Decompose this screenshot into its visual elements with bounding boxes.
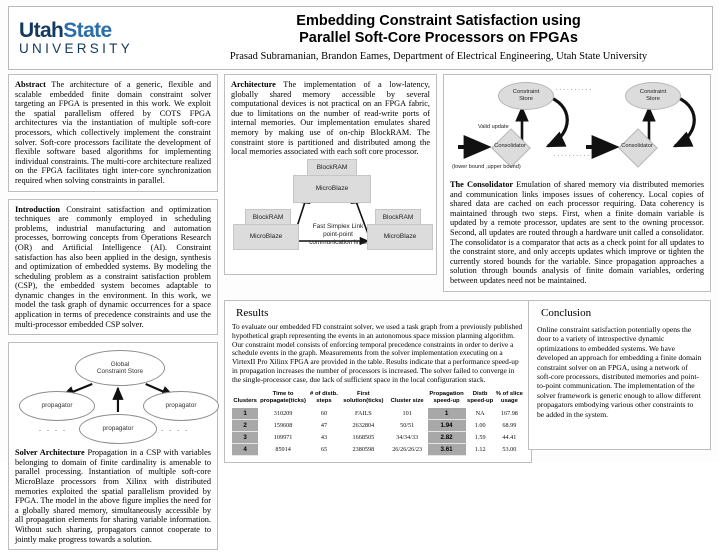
ellipsis-dots-right: . . . .: [161, 424, 189, 434]
utah-state-logo: [9, 20, 179, 56]
consolidator-box: [443, 74, 711, 292]
poster-title-line2: Parallel Soft-Core Processors on FPGAs: [299, 30, 578, 46]
table-row: [232, 443, 524, 455]
poster-title-line1: Embedding Constraint Satisfaction using: [296, 13, 581, 29]
bounds-note-label: (lower bound ,upper bound): [452, 164, 521, 170]
cell-clusters: 2: [232, 419, 258, 431]
consolidator-lead: The Consolidator: [450, 180, 514, 189]
cell-cluster-size: 34/34/33: [396, 433, 419, 441]
fsl-caption: [283, 223, 393, 247]
results-table: [232, 390, 524, 456]
cell-first-solution: 2380598: [352, 445, 375, 453]
introduction-lead: Introduction: [15, 204, 61, 214]
blockram-left: BlockRAM: [245, 209, 291, 226]
col-clusters: Clusters: [233, 397, 257, 404]
microblaze-right: MicroBlaze: [367, 224, 433, 250]
title-block: [179, 13, 712, 63]
propagator-node-right: propagator: [143, 391, 219, 421]
table-row: [232, 419, 524, 431]
cell-distb-speedup: NA: [475, 409, 485, 417]
logo-university-text: UNIVERSITY: [19, 41, 134, 56]
consolidator-label-2: Consolidator: [621, 143, 653, 149]
constraint-store-node-1: [498, 82, 554, 110]
consolidator-figure: [450, 80, 704, 178]
cs2-line2: Store: [646, 96, 660, 102]
dots-between-consolidators: . . . . . . . . . .: [554, 152, 590, 158]
microblaze-left: MicroBlaze: [233, 224, 299, 250]
consolidator-body: Emulation of shared memory via distributed memories and communication links imposes issues of coherency. Local copies of shared data are cached on each processor requiring. Data coherency is maintained through two steps. First, when a finite domain variable is updated by a remote processor, updates are sent to the owning processor. Second, all updates are routed through a hardware unit called a consolidator. The consolidator is a comparator that acts as a check point for all updates to the constraint store, and only accepts updates which improve or tighten the currently stored bounds for the variable. Since propagation approaches a solution through bounds analysis of finite domain variables, ordering between updates need not be maintained.: [450, 180, 704, 285]
cell-clusters: 4: [232, 443, 258, 455]
cell-first-solution: 2632804: [352, 421, 375, 429]
solver-architecture-lead: Solver Architecture: [15, 448, 85, 458]
col-time-propagate: Time to propagate(ticks): [260, 390, 306, 404]
logo-wordmark: [19, 20, 179, 41]
logo-word-state: State: [63, 19, 112, 42]
cell-distb-speedup: 1.59: [474, 433, 486, 441]
blockram-right: BlockRAM: [375, 209, 421, 226]
cell-prop-speedup: 1.94: [428, 419, 466, 431]
propagator-node-center: propagator: [79, 414, 157, 444]
store-label-line1: Global: [110, 360, 130, 368]
table-row: [232, 431, 524, 443]
abstract-text: [15, 80, 211, 186]
store-label-line2: Constraint Store: [96, 368, 144, 376]
cell-time-propagate: 310209: [273, 409, 293, 417]
cell-clusters: 3: [232, 431, 258, 443]
introduction-box: [8, 199, 218, 336]
results-text: To evaluate our embedded FD constraint solver, we used a task graph from a previously published hypothetical graph representing the events in an autonomous space mission planning algorithm. Our constraint model consists of enforcing temporal precedence constraints in order to derive a schedule events in the graph. Measurements from the solver implementation executing on a VirtexII Pro Xilinx FPGA are provided in the table. Results indicate that a performance speed-up in propagation increases the number of processors is increased. The solver failed to converge in the single-processor case, due lack of sufficient space in the local configuration stack.: [232, 322, 523, 384]
cell-slice-usage: 44.41: [502, 433, 517, 441]
valid-update-label: Valid update: [478, 124, 509, 130]
conclusion-box: [528, 300, 711, 450]
col-slice-usage: % of slice usage: [495, 390, 523, 404]
cs1-line1: Constraint: [512, 89, 540, 96]
cell-prop-speedup: 3.61: [428, 443, 466, 455]
cell-time-propagate: 109971: [273, 433, 293, 441]
cell-distb-speedup: 1.00: [474, 421, 486, 429]
col-prop-speedup: Propagation speed-up: [429, 390, 464, 404]
cell-cluster-size: 50/51: [400, 421, 415, 429]
ellipsis-dots-left: . . . .: [39, 424, 67, 434]
poster-header: [8, 6, 713, 70]
cell-slice-usage: 68.99: [502, 421, 517, 429]
architecture-box: [224, 74, 437, 275]
solver-architecture-box: [8, 342, 218, 550]
column-right: [443, 74, 711, 299]
solver-architecture-figure: [15, 348, 211, 444]
introduction-body: Constraint satisfaction and optimization techniques are commonly employed in scheduling problems, industrial manufacturing and automation processes, borrowing concepts from Operations Research (OR) and Artificial Intelligence (AI). Constraint satisfaction has also been applied in the design, synthesis and optimization of embedded systems. By modeling the scheduling problem as a constraint satisfaction problem (CSP), the embedded system becomes adaptable to dynamic changes in the environment. In this work, we model the task graph of dynamic occurrences for a space application in terms of precedence constraints and use the multi-processor embedded CSP solver.: [15, 204, 211, 329]
cell-time-propagate: 85914: [275, 445, 291, 453]
propagator-node-left: propagator: [19, 391, 95, 421]
cs1-line2: Store: [519, 96, 533, 102]
consolidator-label-1: Consolidator: [494, 143, 526, 149]
table-header-row: [232, 390, 524, 408]
abstract-body: The architecture of a generic, flexible and scalable embedded finite domain constraint solver targeting an FPGA is presented in this work. We exploit the spatial parallelism offered by COTS FPGA architectures via the instantiation of multiple soft-core processors, which collectively implement the constraint solver. Soft-core processors facilitate the development of flexible software based algorithms for implementing individual constraints. The multi-core architecture realized on the FPGA facilitates tight inter-core synchronization required when solving constraints in parallel.: [15, 80, 211, 185]
cell-prop-speedup: 2.82: [428, 431, 466, 443]
results-box: [224, 300, 532, 463]
cell-cluster-size: 26/26/26/23: [392, 445, 423, 453]
cell-slice-usage: 53.00: [502, 445, 517, 453]
cell-distb-steps: 43: [320, 433, 328, 441]
solver-architecture-body: Propagation in a CSP with variables belonging to domain of finite cardinality is amenable to parallel processing. Instantiation of multiple soft-core MicroBlaze processors from Xilinx with distributed memories exploited the spatial parallelism provided by FPGA. The model in the above figure implies the need for a globally shared memory, simultaneously accessible by all propagation elements for sharing variable information. Without such sharing, propagators cannot cooperate to jointly make progress towards a solution.: [15, 448, 211, 544]
fsl-sub1: point-point: [323, 230, 353, 238]
introduction-text: [15, 205, 211, 330]
column-middle: [224, 74, 437, 282]
results-heading: Results: [236, 307, 269, 319]
logo-word-utah: Utah: [19, 19, 64, 42]
cell-distb-steps: 47: [320, 421, 328, 429]
cell-distb-speedup: 1.12: [474, 445, 486, 453]
cell-first-solution: FAILS: [354, 409, 372, 417]
conclusion-heading: Conclusion: [541, 307, 592, 319]
dots-between-stores: . . . . . . . . . .: [556, 86, 592, 92]
global-constraint-store-node: [75, 350, 165, 386]
cell-time-propagate: 159608: [273, 421, 293, 429]
constraint-store-node-2: [625, 82, 681, 110]
col-cluster-size: Cluster size: [390, 397, 424, 404]
column-left: [8, 74, 218, 557]
cell-cluster-size: 101: [402, 409, 412, 417]
fsl-sub2: communication links: [309, 238, 367, 246]
microblaze-top: MicroBlaze: [293, 175, 371, 203]
poster-authors: Prasad Subramanian, Brandon Eames, Department of Electrical Engineering, Utah State University: [229, 51, 648, 62]
col-distb-speedup: Distb speed-up: [467, 390, 494, 404]
col-first-solution: First solution(ticks): [343, 390, 384, 404]
cell-distb-steps: 60: [320, 409, 328, 417]
solver-architecture-text: [15, 448, 211, 544]
cell-slice-usage: 167.98: [500, 409, 518, 417]
cs2-line1: Constraint: [639, 89, 667, 96]
cell-prop-speedup: 1: [428, 408, 466, 420]
microblaze-figure: [231, 157, 430, 269]
conclusion-text: Online constraint satisfaction potentially opens the door to a variety of introspective dynamic optimizations to embedded systems. We have developed an approach for embedding a finite domain constraint solver on an FPGA, using a network of soft-core processors, distributed memories and point-to-point communication. The implementation of the solver framework is generic enough to allow different propagators embodying various other constraints to be added in the system.: [537, 325, 702, 419]
col-distb-steps: # of distb. steps: [310, 390, 338, 404]
cell-first-solution: 1668505: [352, 433, 375, 441]
abstract-lead: Abstract: [15, 80, 46, 89]
fsl-label: Fast Simplex Link: [312, 222, 364, 230]
architecture-text: [231, 80, 430, 157]
cell-clusters: 1: [232, 408, 258, 420]
consolidator-text: [450, 180, 704, 286]
blockram-top: BlockRAM: [307, 159, 357, 177]
table-row: [232, 408, 524, 420]
architecture-body: The implementation of a low-latency, globally shared memory accessible by several computational devices is not practical on an FPGA fabric, due to limitations on the number of read-write ports of internal memories. Our implementation emulates shared memory by making use of on-chip BlockRAM. The constraint store is partitioned and distributed among the local memories associated with each soft core processor.: [231, 80, 430, 157]
architecture-lead: Architecture: [231, 80, 276, 89]
cell-distb-steps: 65: [320, 445, 328, 453]
abstract-box: [8, 74, 218, 192]
